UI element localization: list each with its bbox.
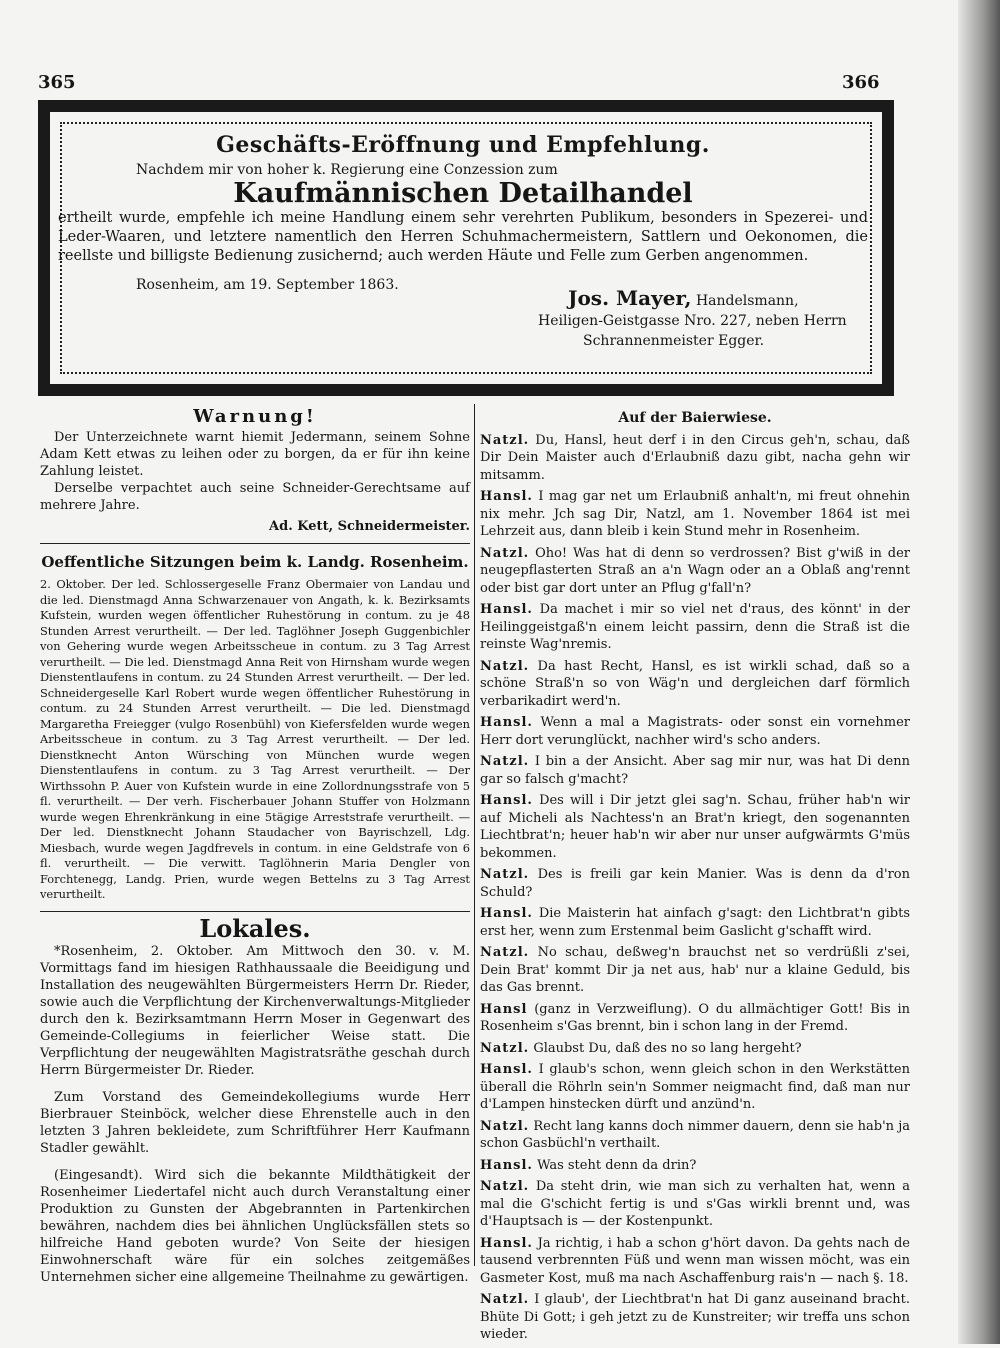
warnung-title: Warnung! [193,406,317,427]
dialogue-text: (ganz in Verzweiflung). O du allmächtiger Gott! Bis in Rosenheim s'Gas brennt, bin i schon lang in der Fremd. [480,1001,910,1034]
ad-signature-role: Handelsmann, [695,293,799,309]
right-column [480,404,910,1348]
speaker-name: Hansl. [480,602,533,617]
dialogue-text: Recht lang kanns doch nimmer dauern, denn sie hab'n ja schon Gasbüchl'n verthailt. [480,1118,911,1151]
speaker-name: Hansl. [480,489,533,504]
lokales-title: Lokales. [199,913,311,943]
speaker-name: Natzl. [480,867,530,882]
lokales-paragraph-1: *Rosenheim, 2. Oktober. Am Mittwoch den 30. v. M. Vormittags fand im hiesigen Rathhaussaale die Beeidigung und Installation des neugewählten Bürgermeisters Herrn Dr. Rieder, sowie auch die Verpflichtung der Kirchenverwaltungs-Mitglieder durch den k. Bezirksamtmann Herrn Moser in Gegenwart des Gemeinde-Collegiums in feierlicher Weise statt. Die Verpflichtung der neugewählten Magistratsräthe geschah durch Herrn Bürgermeister Dr. Rieder. [40,943,470,1078]
warnung-text-1: Der Unterzeichnete warnt hiemit Jedermann, seinem Sohne Adam Kett etwas zu leihen oder zu borgen, da er für ihn keine Zahlung leistet. [40,430,470,479]
dialogue-line [480,488,910,541]
divider [40,543,470,544]
dialogue-text: No schau, deßweg'n brauchst net so verdrüßli z'sei, Dein Brat' kommt Dir ja net aus, hab' nur a klaine Geduld, bis das Gas brennt. [480,945,911,995]
speaker-name: Natzl. [480,1179,530,1194]
dialogue-text: Oho! Was hat di denn so verdrossen? Bist g'wiß in der neugepflasterten Straß an a'n Wagn oder an a Oblaß ang'rennt oder bist gar dort unter an Pflug g'fall'n? [480,545,910,596]
dialogue-text: Des will i Dir jetzt glei sag'n. Schau, früher hab'n wir auf Micheli als Nachtess'n an Brat'n kriegt, den sogenannten Liechtbrat'n; heuer hab'n wir aber nur unser aufgwärmts G'müs bekommen. [480,793,910,861]
dialogue-text: I glaub's schon, wenn gleich schon in den Werkstätten überall die Röhrln sein'n Sommer neigmacht find, daß man nur d'Lampen hinstecken dürft und anzünd'n. [480,1062,910,1112]
dialogue-line [480,1291,910,1344]
dialogue-text: Glaubst Du, daß des no so lang hergeht? [533,1040,802,1056]
sitzungen-title: Oeffentliche Sitzungen beim k. Landg. Rosenheim. [41,553,469,571]
speaker-name: Natzl. [480,432,530,448]
dialogue-text: Was steht denn da drin? [537,1157,697,1173]
speaker-name: Hansl. [480,1062,533,1077]
ad-title: Kaufmännischen Detailhandel [233,178,693,209]
speaker-name: Natzl. [480,658,530,674]
dialogue-text: I mag gar net um Erlaubniß anhalt'n, mi freut ohnehin nix mehr. Jch sag Dir, Natzl, am 1. November 1864 ist mei Lehrzeit aus, dann bleib i kein Stund mehr in Rosenheim. [480,489,910,539]
speaker-name: Natzl. [480,1118,530,1134]
speaker-name: Hansl. [480,793,533,808]
dialogue-line [480,866,910,901]
dialogue-line [480,792,910,862]
dialogue-text: Da steht drin, wie man sich zu verhalten hat, wenn a mal die G'schicht fertig is und s'Gas wirkli brennt und, was d'Hauptsach is — der Kostenpunkt. [480,1179,910,1229]
dialogue-line [480,714,910,749]
dialogue-line [480,905,910,940]
ad-headline: Geschäfts-Eröffnung und Empfehlung. [216,132,710,158]
dialogue-line [480,1157,910,1175]
divider [40,911,470,912]
speaker-name: Natzl. [480,1292,530,1307]
speaker-name: Natzl. [480,945,530,960]
ad-signature [568,286,868,311]
dialogue-line [480,658,910,711]
dialogue-line [480,545,910,598]
sitzungen-text: 2. Oktober. Der led. Schlossergeselle Franz Obermaier von Landau und die led. Dienstmagd Anna Schwarzenauer von Angath, k. k. Bezirksamts Kufstein, wurden wegen öffentlicher Ruhestörung in contum. zu je 48 Stunden Arrest verurtheilt. — Der led. Taglöhner Joseph Guggenbichler von Gehering wurde wegen Arbeitsscheue in contum. zu 3 Tag Arrest verurtheilt. — Die led. Dienstmagd Anna Reit von Hirnsham wurde wegen Dienstentlaufens in contum. zu 24 Stunden Arrest verurtheilt. — Der led. Schneidergeselle Karl Robert wurde wegen öffentlicher Ruhestörung in contum. zu 24 Stunden Arrest verurtheilt. — Die led. Dienstmagd Margaretha Freiegger (vulgo Rosenbühl) von Kiefersfelden wurde wegen Arbeitsscheue in contum. zu 3 Tag Arrest verurtheilt. — Der led. Dienstknecht Anton Würsching von München wurde wegen Dienstentlaufens in contum. zu 3 Tag Arrest verurtheilt. — Der Wirthssohn P. Auer von Kufstein wurde in eine Zollordnungsstrafe von 5 fl. verurtheilt. — Der verh. Fischerbauer Johann Stuffer von Holzmann wurde wegen Ehrenkränkung in eine 5tägige Arreststrafe verurtheilt. — Der led. Dienstknecht Johann Staudacher von Bayrischzell, Ldg. Miesbach, wurde wegen Jagdfrevels in contum. in eine Geldstrafe von 6 fl. verurtheilt. — Die verwitt. Taglöhnerin Maria Dengler von Forchtenegg, Landg. Prien, wurde wegen Bettelns zu 3 Tag Arrest verurtheilt. [40,577,470,901]
lokales-paragraph-3: (Eingesandt). Wird sich die bekannte Mildthätigkeit der Rosenheimer Liedertafel nicht auch durch Veranstaltung einer Produktion zu Gunsten der Abgebrannten in Partenkirchen bewähren, nachdem dies bei ähnlichen Unglücksfällen stets so hilfreiche Hand geboten wurde? Von Seite der hiesigen Einwohnerschaft wäre für ein solches zeitgemäßes Unternehmen sicher eine allgemeine Theilnahme zu gewärtigen. [40,1167,470,1285]
speaker-name: Hansl. [480,906,533,921]
ad-intro: Nachdem mir von hoher k. Regierung eine Conzession zum [136,162,558,178]
page-gutter-shadow [958,0,1000,1344]
dialogue-line [480,1178,910,1231]
dialogue-line [480,1235,910,1288]
dialogue-line [480,1061,910,1114]
ad-body: ertheilt wurde, empfehle ich meine Handlung einem sehr verehrten Publikum, besonders in Spezerei- und Leder-Waaren, und letztere namentlich den Herren Schuhmachermeistern, Sattlern und Oekonomen, die reellste und billigste Bedienung zusichernd; auch werden Häute und Felle zum Gerben angenommen. [58,210,868,264]
dialogue-line [480,1040,910,1058]
dialogue-text: Da hast Recht, Hansl, es ist wirkli schad, daß so a schöne Straß'n so von Wäg'n und dergleichen darf förmlich verbarikadirt werd'n. [480,658,910,709]
ad-date: Rosenheim, am 19. September 1863. [136,277,399,293]
dialogue-text: Die Maisterin hat ainfach g'sagt: den Lichtbrat'n gibts erst her, wenn zum Erstenmal beim Gaslicht g'schafft wird. [480,906,910,939]
warnung-signature: Ad. Kett, Schneidermeister. [269,519,470,534]
dialogue-line [480,601,910,654]
lokales-paragraph-2: Zum Vorstand des Gemeindekollegiums wurde Herr Bierbrauer Steinböck, welcher diese Ehrenstelle auch in den letzten 3 Jahren bekleidete, zum Schriftführer Herr Kaufmann Stadler gewählt. [40,1089,470,1156]
ad-address-2: Schrannenmeister Egger. [583,333,765,349]
dialogue [480,432,910,1344]
ad-signature-name: Jos. Mayer, [568,286,692,310]
dialogue-line [480,1118,910,1153]
bairwiese-title: Auf der Baierwiese. [618,410,772,426]
warnung-text-2: Derselbe verpachtet auch seine Schneider-Gerechtsame auf mehrere Jahre. [40,481,470,513]
speaker-name: Hansl. [480,1235,533,1251]
dialogue-text: Ja richtig, i hab a schon g'hört davon. Da gehts nach de tausend verbrennten Füß und wenn man wissen möcht, was ein Gasmeter Kost, muß ma nach Aschaffenburg rais'n — nach §. 18. [480,1235,910,1286]
dialogue-line [480,432,910,485]
speaker-name: Hansl. [480,1157,533,1173]
dialogue-line [480,944,910,997]
left-column [40,404,470,1296]
business-opening-ad [58,128,868,351]
speaker-name: Natzl. [480,1040,530,1056]
speaker-name: Hansl [480,1001,528,1017]
dialogue-text: Da machet i mir so viel net d'raus, des könnt' in der Heilinggeistgaß'n einem leicht passirn, denn die Straß ist die reinste Wag'nremis. [480,602,910,652]
speaker-name: Natzl. [480,545,530,561]
dialogue-text: Des is freili gar kein Manier. Was is denn da d'ron Schuld? [480,867,910,900]
column-divider [474,404,475,1266]
page-number-right: 366 [842,72,880,93]
speaker-name: Natzl. [480,754,530,769]
dialogue-line [480,1001,910,1036]
speaker-name: Hansl. [480,715,533,730]
ad-address-1: Heiligen-Geistgasse Nro. 227, neben Herrn [538,313,847,329]
page-number-left: 365 [38,72,76,93]
dialogue-text: Wenn a mal a Magistrats- oder sonst ein vornehmer Herr dort verunglückt, nachher wird's scho anders. [480,715,910,748]
dialogue-text: I bin a der Ansicht. Aber sag mir nur, was hat Di denn gar so falsch g'macht? [480,754,910,787]
dialogue-text: I glaub', der Liechtbrat'n hat Di ganz auseinand bracht. Bhüte Di Gott; i geh jetzt zu de Kunstreiter; wir treffa uns schon wieder. [480,1292,910,1342]
dialogue-line [480,753,910,788]
dialogue-text: Du, Hansl, heut derf i in den Circus geh'n, schau, daß Dir Dein Maister auch d'Erlaubniß dazu gibt, nacha gehn wir mitsamm. [480,432,910,483]
